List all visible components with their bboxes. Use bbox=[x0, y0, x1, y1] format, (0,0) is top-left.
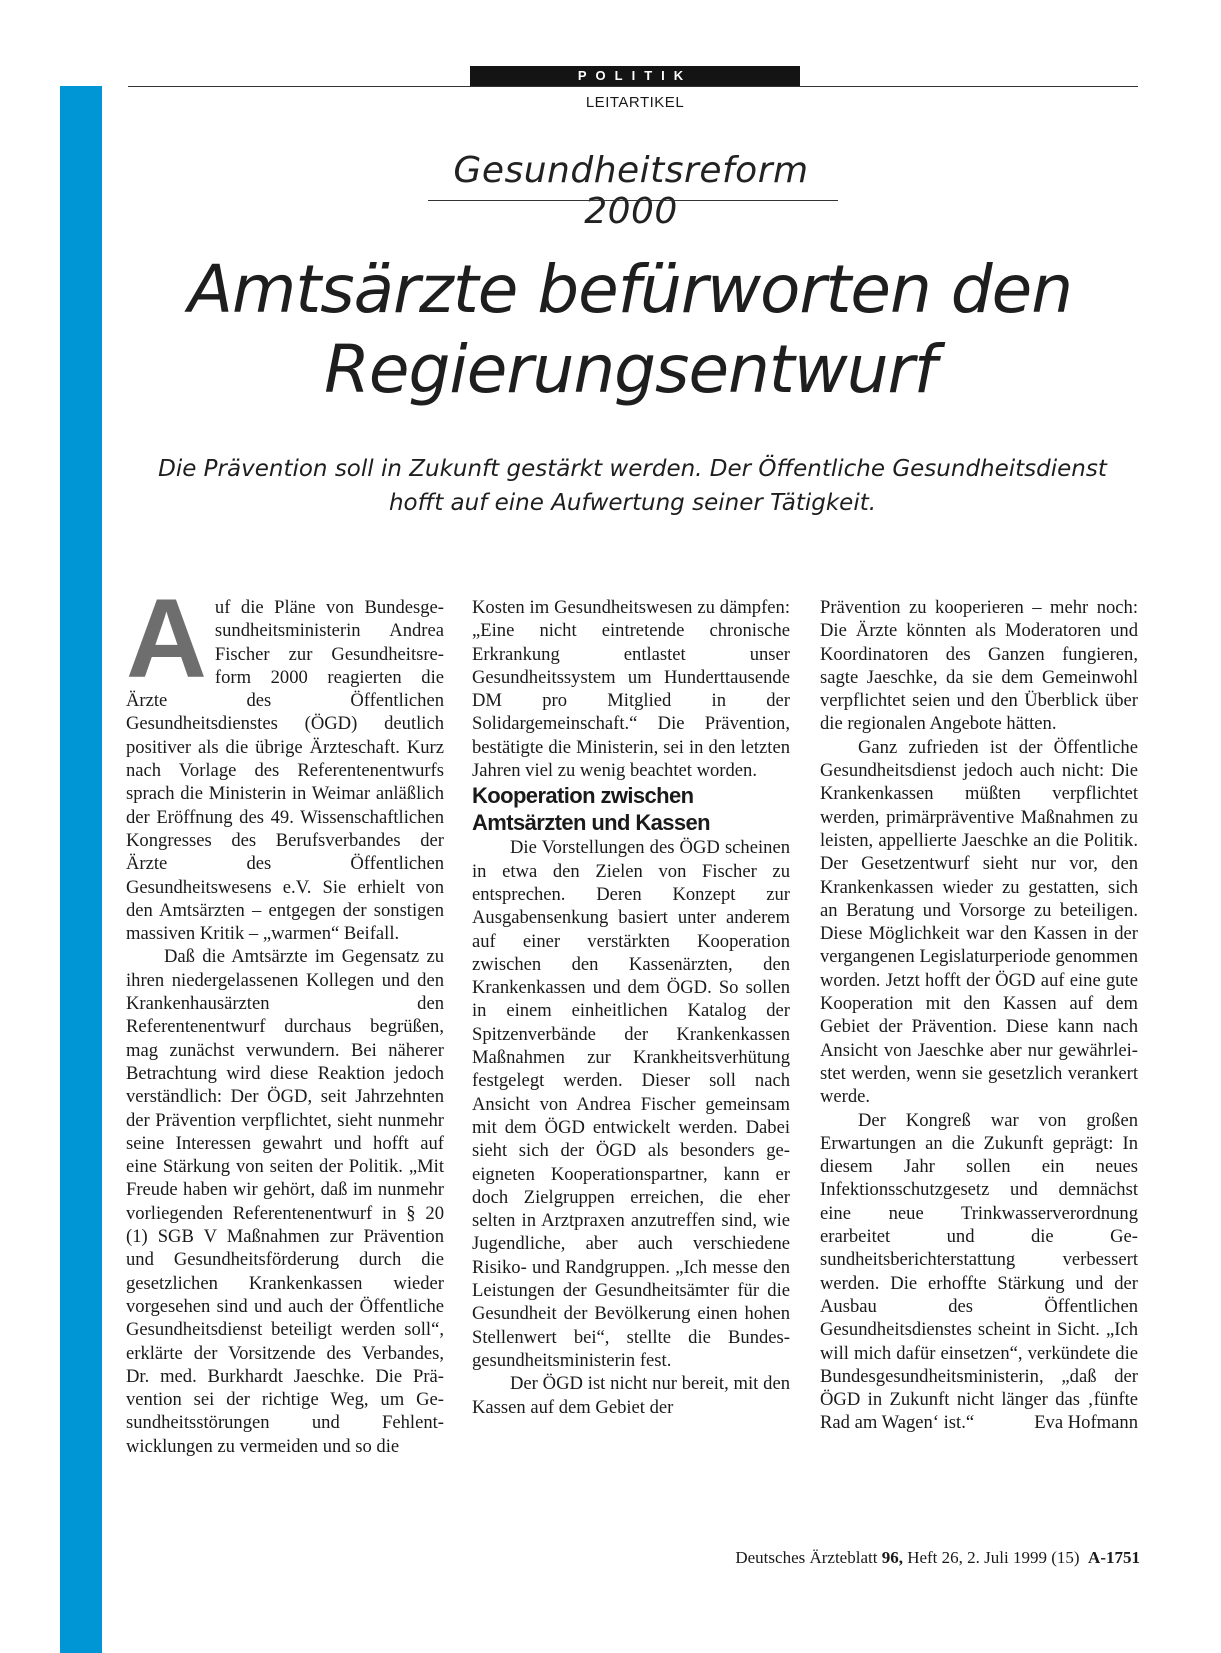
subhead-line-1: Kooperation zwischen bbox=[472, 783, 694, 809]
issue-info: Heft 26, 2. Juli 1999 (15) bbox=[907, 1548, 1080, 1567]
paragraph bbox=[820, 1109, 1138, 1435]
subsection-label: LEITARTIKEL bbox=[585, 94, 685, 111]
page-footer bbox=[560, 1548, 1140, 1568]
drop-cap: A bbox=[126, 576, 207, 701]
author-byline: Eva Hofmann bbox=[1034, 1412, 1138, 1434]
paragraph: Ganz zufrieden ist der Öffentliche Gesundheitsdienst jedoch auch nicht: Die Krankenkassen müßten verpflichtet werden, primärpräventive Maßnahmen zu leisten, appellierte Jaeschke an die Politik. Der Gesetzentwurf sieht nur vor, den Krankenkassen wieder zu gestatten, sich an Beratung und Vorsorge zu beteiligen. Diese Möglichkeit war den Kassen in der vergangenen Legislaturperiode genommen worden. Jetzt hofft der ÖGD auf eine gute Kooperation mit den Kassen auf dem Gebiet der Prävention. Diese kann nach Ansicht von Jaeschke aber nur gewährleistet werden, wenn sie gesetzlich verankert werde. bbox=[820, 736, 1138, 1108]
blue-side-bar bbox=[60, 86, 102, 1653]
paragraph: Der ÖGD ist nicht nur bereit, mit den Kassen auf dem Gebiet der bbox=[472, 1373, 790, 1418]
paragraph-text: Der Kongreß war von großen Erwartungen an die Zukunft geprägt: In diesem Jahr sollen ein neues Infektionsschutzgesetz und demnächst eine neue Trinkwasserverordnung erarbeitet und die Gesundheitsberichterstattung verbessert werden. Die erhoffte Stärkung und der Ausbau des Öffentlichen Gesundheitsdienstes scheint in Sicht. „Ich will mich dafür einsetzen“, verkündete die Bundesgesundheitsministerin, „daß der ÖGD in Zukunft nicht länger das ‚fünfte Rad am Wagen‘ ist.“ bbox=[820, 1109, 1138, 1434]
header-rule bbox=[128, 86, 1138, 87]
text-column-2 bbox=[472, 596, 790, 1419]
article-headline bbox=[150, 250, 1110, 410]
headline-line-2: Regierungsentwurf bbox=[324, 331, 936, 408]
lead-line-2: hofft auf eine Aufwertung seiner Tätigkeit. bbox=[388, 490, 877, 516]
paragraph: Daß die Amtsärzte im Gegensatz zu ihren niedergelassenen Kollegen und den Krankenhausärzten den Referentenentwurf durchaus begrüßen, mag zunächst verwundern. Bei näherer Betrachtung wird diese Reaktion jedoch verständlich: Der ÖGD, seit Jahrzehnten der Prävention verpflichtet, sieht nunmehr seine Interessen gewahrt und hofft auf eine Stärkung von seiten der Politik. „Mit Freude haben wir gehört, daß im nunmehr vorliegenden Referentenentwurf in § 20 (1) SGB V Maßnahmen zur Prävention und Gesundheitsförderung durch die gesetzlichen Krankenkassen wieder vorgesehen sind und auch der Öffentliche Gesundheitsdienst beteiligt werden soll“, erklärte der Vorsitzende des Verbandes, Dr. med. Burkhardt Jaeschke. Die Prävention sei der richtige Weg, um Gesundheitsstörungen und Fehlentwicklungen zu vermeiden und so die bbox=[126, 946, 444, 1457]
volume-number: 96, bbox=[881, 1548, 903, 1567]
paragraph: Kosten im Gesundheitswesen zu dämpfen: „Eine nicht eintretende chronische Erkrankung entlastet unser Gesundheitssystem um Hunderttausende DM pro Mitglied in der Solidargemeinschaft.“ Die Prävention, bestätigte die Ministerin, sei in den letzten Jahren viel zu wenig beachtet worden. bbox=[472, 597, 790, 782]
subhead-line-2: Amtsärzten und Kassen bbox=[472, 810, 711, 836]
paragraph-text: uf die Pläne von Bundesgesundheitsministerin Andrea Fischer zur Gesundheitsreform 2000 reagierten die Ärzte des Öffentlichen Gesundheitsdienstes (ÖGD) deutlich positiver als die übrige Ärzteschaft. Kurz nach Vorlage des Referentenentwurfs sprach die Ministerin in Weimar anläßlich der Eröffnung des 49. Wissenschaftlichen Kongresses des Berufsverbandes der Ärzte des Öffentlichen Gesundheitswesens e.V. Sie erhielt von den Amtsärzten – entgegen der sonstigen massiven Kritik – „warmen“ Beifall. bbox=[126, 597, 444, 945]
paragraph: Die Vorstellungen des ÖGD scheinen in etwa den Zielen von Fischer zu entsprechen. Deren Konzept zur Ausgabensenkung basiert unter anderem auf einer verstärkten Kooperation zwischen den Kassenärzten, den Krankenkassen und dem ÖGD. So sollen in einem einheitlichen Katalog der Spitzenverbände der Krankenkassen Maßnahmen zur Krankheitsverhütung festgelegt werden. Dieser soll nach Ansicht von Andrea Fischer gemeinsam mit dem ÖGD entwickelt werden. Dabei sieht sich der ÖGD als besonders geeigneten Kooperationspartner, kann er doch Zielgruppen erreichen, die eher selten in Arztpraxen anzutreffen sind, wie Jugendliche, aber auch verschiedene Risiko- und Randgruppen. „Ich messe den Leistungen der Gesundheitsämter für die Gesundheit der Bevölkerung einen hohen Stellenwert bei“, stellte die Bundesgesundheitsministerin fest. bbox=[472, 837, 790, 1371]
text-column-3 bbox=[820, 596, 1138, 1435]
article-lead bbox=[120, 452, 1145, 520]
headline-line-1: Amtsärzte befürworten den bbox=[187, 251, 1073, 328]
kicker-rule bbox=[428, 200, 838, 201]
paragraph: Prävention zu kooperieren – mehr noch: Die Ärzte könnten als Moderatoren und Koordinatoren des Ganzen fungieren, sagte Jaeschke, da sie dem Gemeinwohl verpflichtet seien und den Überblick über die regionalen Angebote hätten. bbox=[820, 597, 1138, 735]
section-label: POLITIK bbox=[470, 66, 800, 86]
paragraph bbox=[126, 576, 444, 945]
text-column-1 bbox=[126, 576, 444, 1458]
page-number: A-1751 bbox=[1088, 1548, 1140, 1567]
lead-line-1: Die Prävention soll in Zukunft gestärkt werden. Der Öffentliche Gesundheitsdienst bbox=[158, 456, 1107, 482]
journal-name: Deutsches Ärzteblatt bbox=[735, 1548, 878, 1567]
section-subhead bbox=[472, 782, 790, 836]
article-kicker: Gesundheitsreform 2000 bbox=[453, 150, 809, 232]
